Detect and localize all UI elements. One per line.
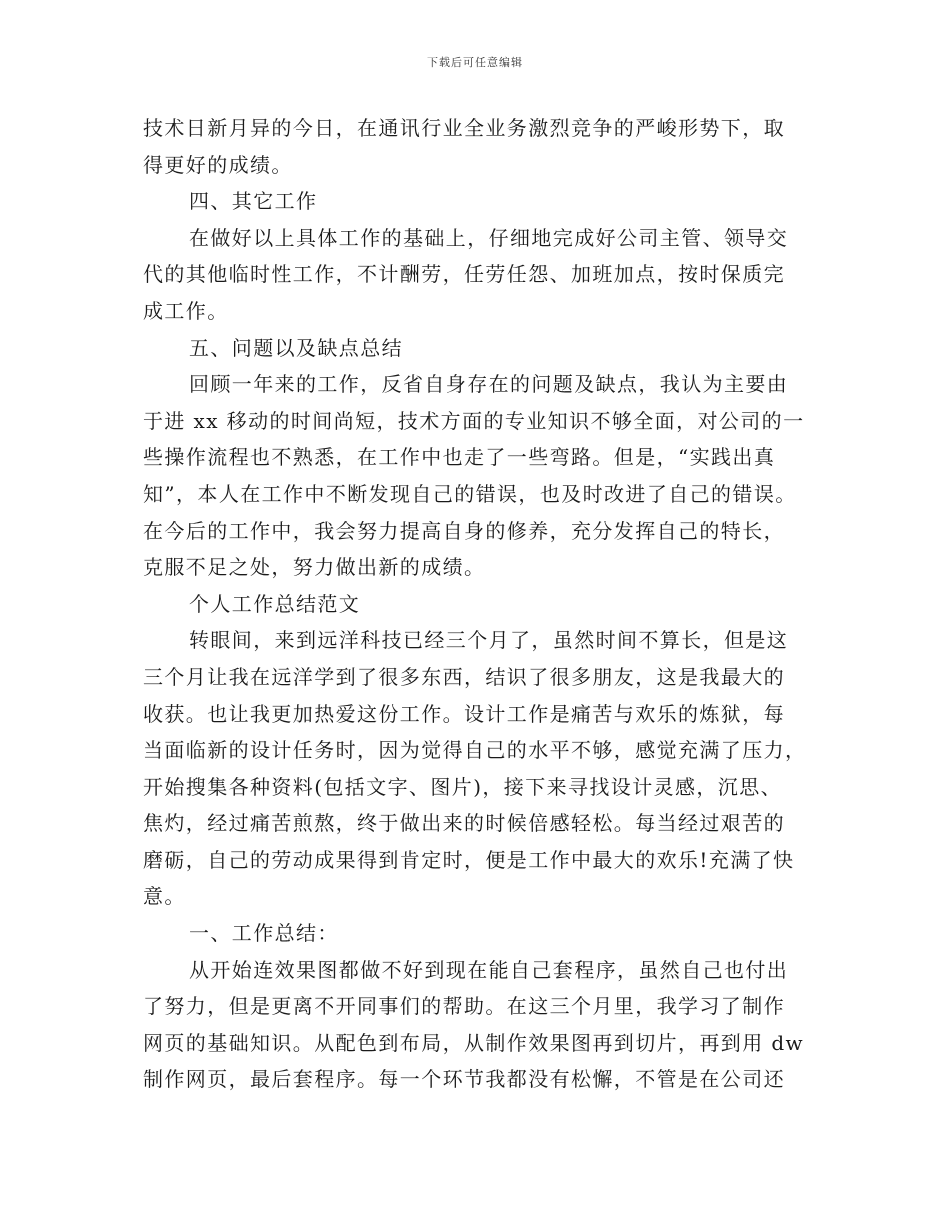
text-line: 克服不足之处，努力做出新的成绩。 [143,555,486,580]
text-line: 些操作流程也不熟悉，在工作中也走了一些弯路。但是，“实践出真 [143,445,776,470]
text-line: 当面临新的设计任务时，因为觉得自己的水平不够，感觉充满了压力， [143,738,807,763]
text-line: 成工作。 [143,298,229,323]
text-line: 三个月让我在远洋学到了很多东西，结识了很多朋友，这是我最大的 [143,664,785,689]
page-header: 下载后可任意编辑 [427,56,523,69]
text-line: 在做好以上具体工作的基础上，仔细地完成好公司主管、领导交 [189,225,789,250]
text-line: 于进 xx 移动的时间尚短，技术方面的专业知识不够全面，对公司的一 [143,408,805,433]
text-line: 四、其它工作 [189,189,318,214]
text-line: 转眼间，来到远洋科技已经三个月了，虽然时间不算长，但是这 [189,628,789,653]
text-line: 开始搜集各种资料(包括文字、图片)，接下来寻找设计灵感，沉思、 [143,774,783,799]
text-line: 技术日新月异的今日，在通讯行业全业务激烈竞争的严峻形势下，取 [143,116,785,140]
text-line: 磨砺，自己的劳动成果得到肯定时，便是工作中最大的欢乐!充满了快 [143,847,795,872]
text-line: 一、工作总结： [189,921,339,946]
text-line: 代的其他临时性工作，不计酬劳，任劳任怨、加班加点，按时保质完 [143,262,785,287]
text-line: 回顾一年来的工作，反省自身存在的问题及缺点，我认为主要由 [189,372,789,397]
text-line: 五、问题以及缺点总结 [189,335,403,360]
document-body [143,110,811,1098]
text-line: 知”，本人在工作中不断发现自己的错误，也及时改进了自己的错误。 [143,481,797,506]
text-line: 从开始连效果图都做不好到现在能自己套程序，虽然自己也付出 [189,957,789,982]
text-line: 在今后的工作中，我会努力提高自身的修养，充分发挥自己的特长， [143,518,785,543]
text-line: 焦灼，经过痛苦煎熬，终于做出来的时候倍感轻松。每当经过艰苦的 [143,811,785,836]
text-line: 意。 [143,884,186,909]
text-line: 了努力，但是更离不开同事们的帮助。在这三个月里，我学习了制作 [143,994,785,1019]
text-line: 收获。也让我更加热爱这份工作。设计工作是痛苦与欢乐的炼狱，每 [143,701,785,726]
text-line: 个人工作总结范文 [189,591,361,616]
text-line: 制作网页，最后套程序。每一个环节我都没有松懈，不管是在公司还 [143,1067,785,1092]
text-line: 网页的基础知识。从配色到布局，从制作效果图再到切片，再到用 dw [143,1030,805,1055]
text-line: 得更好的成绩。 [143,152,293,177]
